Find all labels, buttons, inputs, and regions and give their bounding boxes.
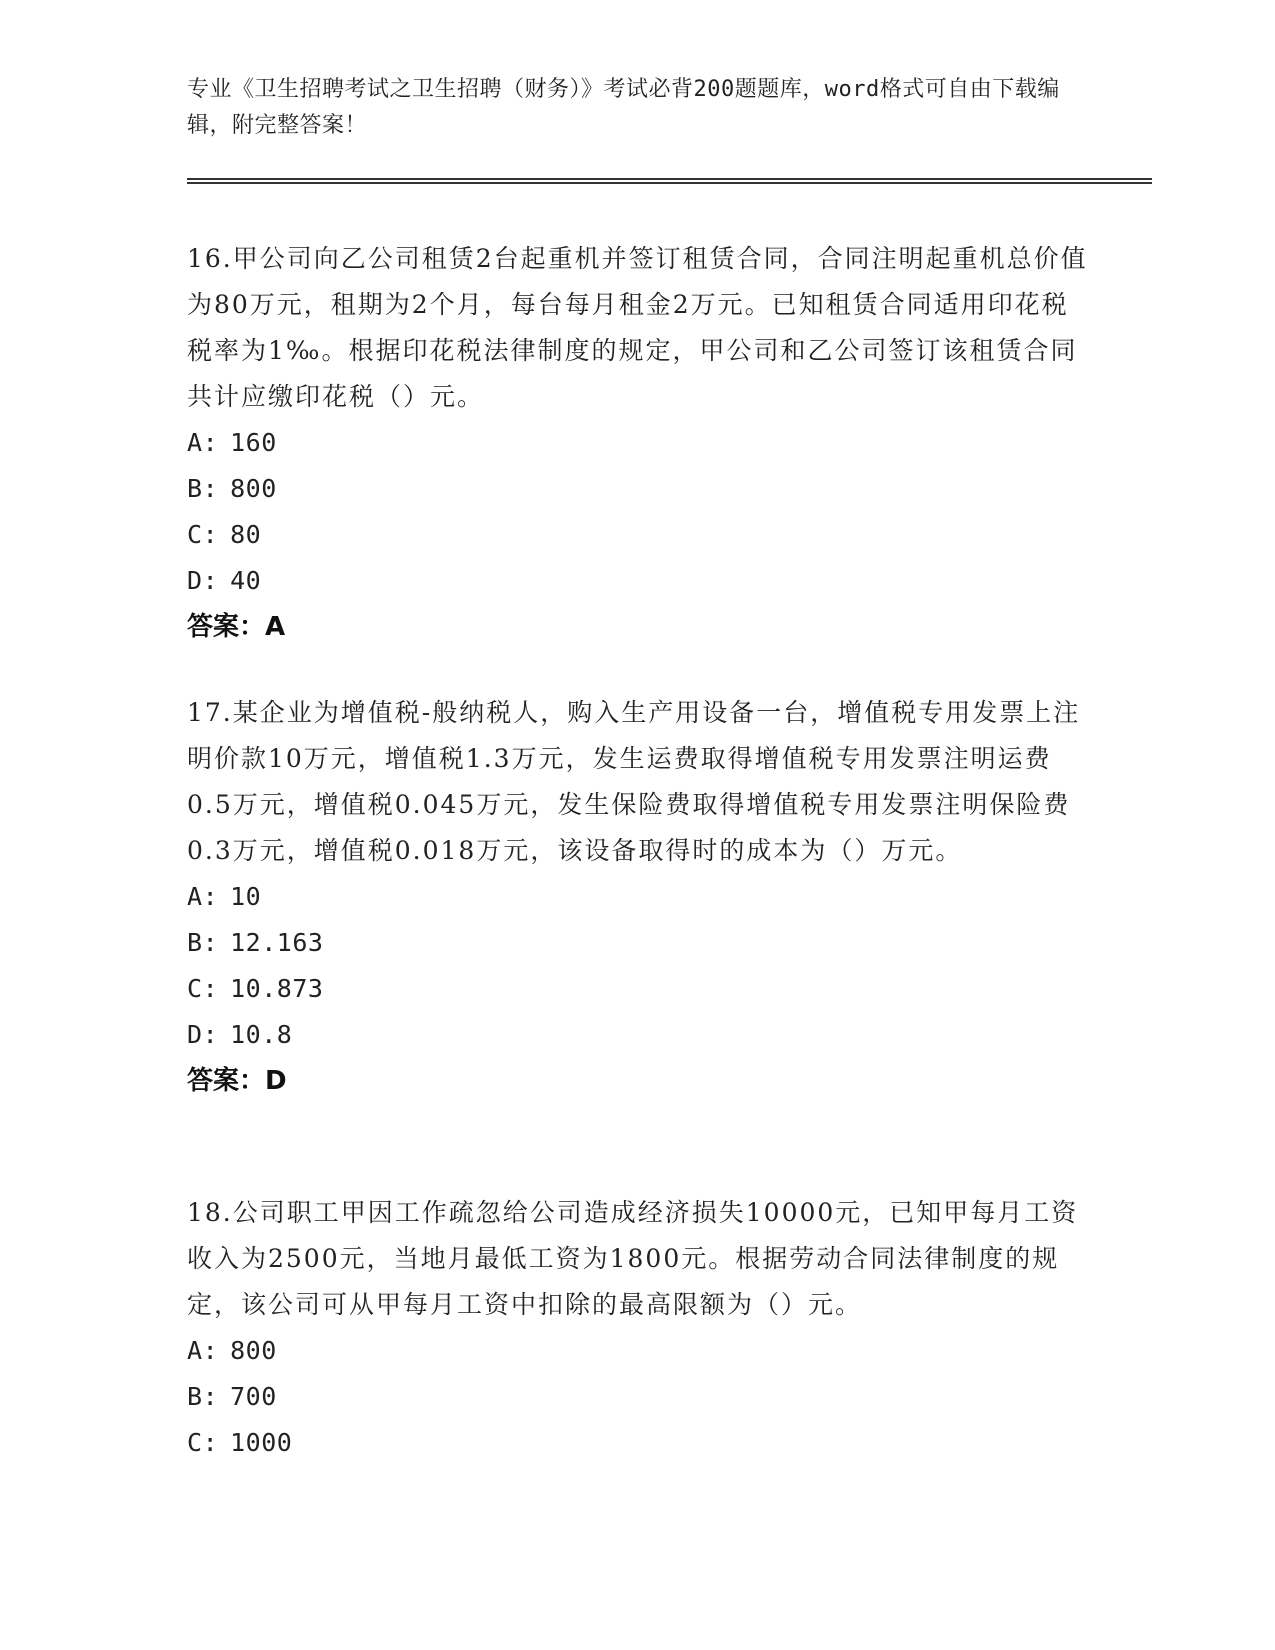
- option-list: [187, 420, 1092, 604]
- option-separator: :: [202, 566, 219, 595]
- option-b: [187, 920, 1092, 966]
- document-header-intro: 专业《卫生招聘考试之卫生招聘（财务）》考试必背200题题库，word格式可自由下载编辑，附完整答案！: [187, 77, 1060, 138]
- header-divider: [187, 178, 1152, 184]
- option-separator: :: [202, 882, 219, 911]
- option-value: 10.873: [230, 974, 324, 1003]
- option-value: 1000: [230, 1428, 293, 1457]
- option-separator: :: [202, 520, 219, 549]
- option-d: [187, 558, 1092, 604]
- option-separator: :: [202, 928, 219, 957]
- question-stem: 17.某企业为增值税-般纳税人，购入生产用设备一台，增值税专用发票上注明价款10万元，增值税1.3万元，发生运费取得增值税专用发票注明运费0.5万元，增值税0.045万元，发生保险费取得增值税专用发票注明保险费0.3万元，增值税0.018万元，该设备取得时的成本为（）万元。: [187, 698, 1081, 865]
- option-list: [187, 1328, 1092, 1466]
- option-key: C: [187, 520, 203, 549]
- option-separator: :: [202, 1336, 219, 1365]
- option-separator: :: [202, 474, 219, 503]
- option-value: 10: [230, 882, 262, 911]
- option-c: [187, 512, 1092, 558]
- option-key: C: [187, 1428, 203, 1457]
- option-value: 12.163: [230, 928, 324, 957]
- question-18: [187, 1190, 1092, 1466]
- option-b: [187, 1374, 1092, 1420]
- option-c: [187, 1420, 1092, 1466]
- option-a: [187, 874, 1092, 920]
- option-separator: :: [202, 1382, 219, 1411]
- option-value: 80: [230, 520, 262, 549]
- option-b: [187, 466, 1092, 512]
- question-16: [187, 236, 1092, 650]
- option-key: C: [187, 974, 203, 1003]
- option-value: 10.8: [230, 1020, 293, 1049]
- option-separator: :: [202, 428, 219, 457]
- option-value: 700: [230, 1382, 277, 1411]
- question-stem: 16.甲公司向乙公司租赁2台起重机并签订租赁合同，合同注明起重机总价值为80万元，租期为2个月，每台每月租金2万元。已知租赁合同适用印花税税率为1‰。根据印花税法律制度的规定，甲公司和乙公司签订该租赁合同共计应缴印花税（）元。: [187, 244, 1088, 411]
- option-separator: :: [202, 974, 219, 1003]
- option-value: 800: [230, 1336, 277, 1365]
- question-17: [187, 690, 1092, 1104]
- answer-line: 答案：A: [187, 612, 286, 642]
- option-key: B: [187, 928, 203, 957]
- option-key: B: [187, 1382, 203, 1411]
- option-value: 40: [230, 566, 262, 595]
- option-key: D: [187, 566, 203, 595]
- option-value: 160: [230, 428, 277, 457]
- option-key: A: [187, 1336, 203, 1365]
- question-stem: 18.公司职工甲因工作疏忽给公司造成经济损失10000元，已知甲每月工资收入为2500元，当地月最低工资为1800元。根据劳动合同法律制度的规定，该公司可从甲每月工资中扣除的最高限额为（）元。: [187, 1198, 1079, 1319]
- option-c: [187, 966, 1092, 1012]
- option-a: [187, 420, 1092, 466]
- answer-line: 答案：D: [187, 1066, 287, 1096]
- option-key: B: [187, 474, 203, 503]
- option-separator: :: [202, 1428, 219, 1457]
- option-d: [187, 1012, 1092, 1058]
- option-value: 800: [230, 474, 277, 503]
- option-list: [187, 874, 1092, 1058]
- option-key: D: [187, 1020, 203, 1049]
- option-separator: :: [202, 1020, 219, 1049]
- option-key: A: [187, 882, 203, 911]
- option-a: [187, 1328, 1092, 1374]
- option-key: A: [187, 428, 203, 457]
